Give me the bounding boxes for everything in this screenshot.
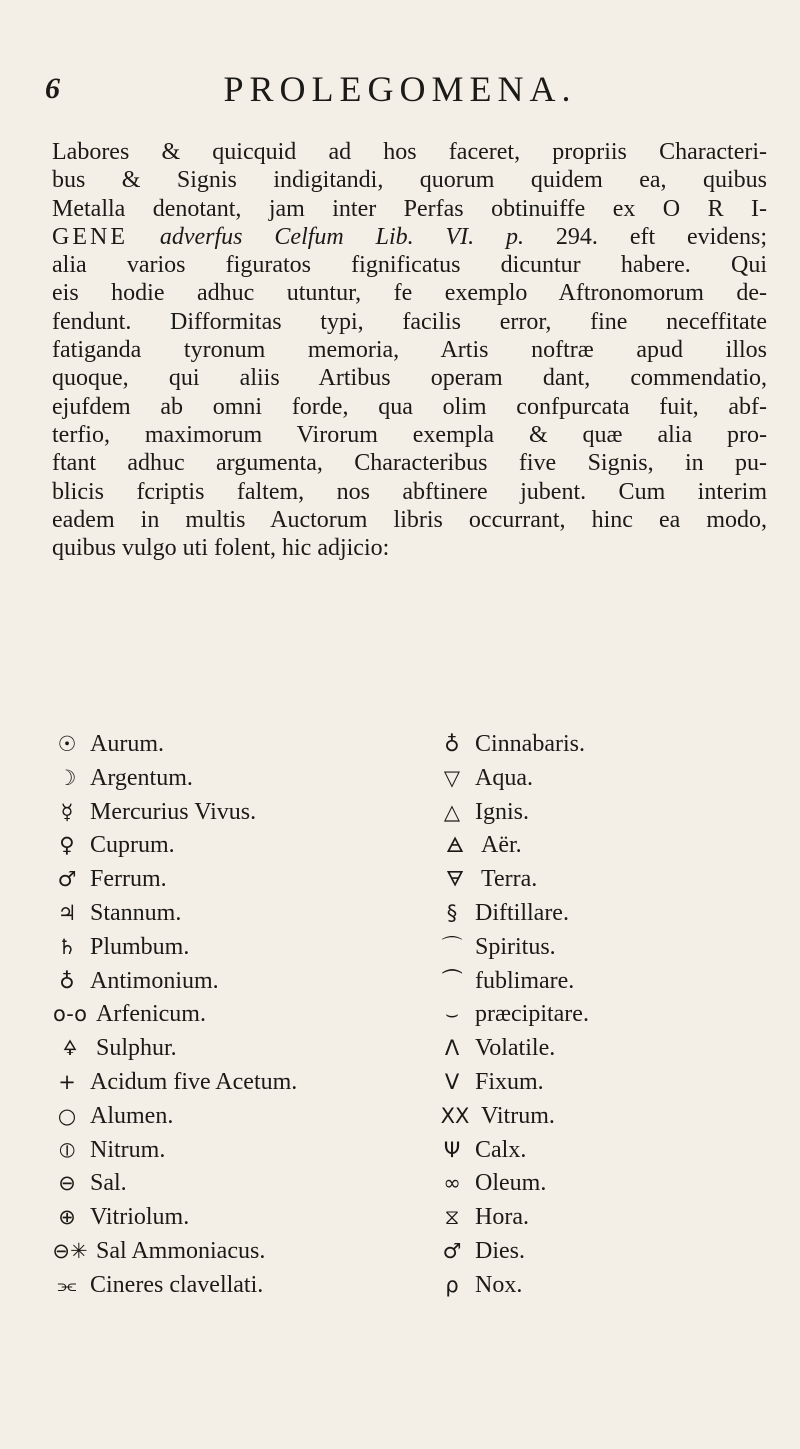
symbol-label: Sulphur.	[96, 1035, 177, 1062]
symbol-entry	[437, 897, 777, 931]
citation-rest: 294. eft evidens;	[524, 223, 767, 250]
text-line: terfio, maximorum Virorum exempla & quæ alia pro-	[52, 421, 767, 448]
acid-cross-icon: +	[58, 1069, 76, 1094]
symbol-label: Acidum five Acetum.	[90, 1068, 298, 1095]
mercury-icon: ☿	[60, 799, 74, 824]
running-head: PROLEGOMENA.	[223, 69, 577, 109]
moon-crescent-icon: ☽	[57, 765, 77, 790]
symbol-column-right	[437, 728, 777, 1303]
symbol-label: Dies.	[475, 1237, 525, 1264]
sun-circle-dot-icon: ☉	[57, 732, 77, 756]
symbol-entry	[52, 728, 452, 762]
lime-icon: Ψ	[443, 1137, 461, 1162]
salt-icon: ⊖	[58, 1171, 76, 1196]
antimony-icon: ♁	[59, 968, 75, 993]
symbol-entry	[437, 1066, 777, 1100]
earth-triangle-icon: 🜃	[445, 867, 465, 892]
text-line: eadem in multis Auctorum libris occurrant, hinc ea modo,	[52, 506, 767, 533]
symbol-label: Terra.	[481, 866, 538, 893]
symbol-entry	[52, 762, 452, 796]
symbol-entry	[52, 863, 452, 897]
symbol-label: Nitrum.	[90, 1136, 166, 1163]
fixed-icon: V	[444, 1069, 460, 1094]
symbol-entry	[437, 1235, 777, 1269]
symbol-column-left	[52, 728, 452, 1303]
text-line: ftant adhuc argumenta, Characteribus five Signis, in pu-	[52, 450, 767, 477]
text-line: Labores & quicquid ad hos faceret, propriis Characteri-	[52, 139, 767, 165]
symbol-label: Diftillare.	[475, 899, 569, 926]
text-line: quoque, qui aliis Artibus operam dant, commendatio,	[52, 365, 767, 392]
text-line: fendunt. Difformitas typi, facilis error, fine neceffitate	[52, 308, 767, 335]
oil-icon: ∞	[443, 1171, 461, 1196]
symbol-entry	[52, 1134, 452, 1168]
symbol-entry	[437, 829, 777, 863]
symbol-entry	[52, 998, 452, 1032]
symbol-entry	[52, 1032, 452, 1066]
symbol-label: Mercurius Vivus.	[90, 798, 257, 825]
symbol-entry	[437, 1134, 777, 1168]
ashes-icon: ⫘	[57, 1272, 77, 1297]
glass-icon: XX	[440, 1103, 470, 1128]
symbol-entry	[437, 998, 777, 1032]
author-name: GENE	[52, 223, 128, 250]
distill-icon: §	[446, 900, 458, 925]
symbol-label: Calx.	[475, 1136, 527, 1163]
nitre-icon: ⦶	[59, 1137, 75, 1162]
text-line: blicis fcriptis faltem, nos abftinere jubent. Cum interim	[52, 478, 767, 505]
symbol-label: Volatile.	[475, 1035, 556, 1062]
text-line: alia varios figuratos fignificatus dicuntur habere. Qui	[52, 252, 767, 279]
symbol-entry	[52, 1201, 452, 1235]
vitriol-icon: ⊕	[58, 1205, 76, 1230]
symbol-label: Argentum.	[90, 764, 193, 791]
symbol-entry	[437, 1167, 777, 1201]
symbol-label: Sal Ammoniacus.	[96, 1237, 266, 1264]
fire-triangle-icon: △	[443, 799, 461, 824]
symbol-label: Aqua.	[475, 764, 533, 791]
symbol-entry	[437, 965, 777, 999]
symbol-entry	[52, 1167, 452, 1201]
symbol-entry	[52, 1100, 452, 1134]
text-line	[52, 223, 767, 251]
page-header	[0, 62, 800, 122]
text-line: fatiganda tyronum memoria, Artis noftræ apud illos	[52, 337, 767, 364]
text-line: bus & Signis indigitandi, quorum quidem ea, quibus	[52, 167, 767, 194]
day-icon: ♂	[442, 1238, 462, 1263]
symbol-label: Alumen.	[90, 1102, 174, 1129]
cinnabar-icon: ♁	[444, 732, 460, 756]
symbol-label: Cuprum.	[90, 832, 175, 859]
symbol-entry	[52, 796, 452, 830]
text-line: Metalla denotant, jam inter Perfas obtinuiffe ex O R I-	[52, 195, 767, 222]
symbol-label: Fixum.	[475, 1068, 544, 1095]
spirit-icon: ⌒	[441, 934, 463, 959]
symbol-entry	[437, 796, 777, 830]
symbol-label: Aër.	[481, 832, 522, 859]
symbol-entry	[437, 728, 777, 762]
symbol-entry	[52, 1066, 452, 1100]
symbol-label: Nox.	[475, 1271, 523, 1298]
symbol-label: Ferrum.	[90, 866, 167, 893]
night-icon: ρ	[445, 1272, 459, 1297]
symbol-entry	[52, 1269, 452, 1303]
symbol-entry	[52, 1235, 452, 1269]
symbol-label: Vitriolum.	[90, 1204, 190, 1231]
symbol-entry	[437, 762, 777, 796]
symbol-label: Arfenicum.	[96, 1001, 206, 1028]
text-line: ejufdem ab omni forde, qua olim confpurcata fuit, abf-	[52, 393, 767, 420]
symbol-label: Ignis.	[475, 798, 529, 825]
symbol-label: Stannum.	[90, 899, 182, 926]
symbol-label: Oleum.	[475, 1170, 547, 1197]
mars-icon: ♂	[57, 867, 77, 892]
symbol-entry	[437, 931, 777, 965]
venus-icon: ♀	[59, 833, 75, 858]
symbol-entry	[437, 863, 777, 897]
text-line: eis hodie adhuc utuntur, fe exemplo Aftronomorum de-	[52, 280, 767, 307]
sal-ammoniac-icon: ⊖✳	[52, 1238, 88, 1263]
alum-circle-icon: ○	[57, 1103, 77, 1128]
air-triangle-icon: 🜁	[445, 833, 465, 858]
arsenic-icon: o-o	[52, 1002, 88, 1027]
symbol-entry	[437, 1269, 777, 1303]
body-paragraph	[52, 138, 767, 562]
symbol-entry	[52, 931, 452, 965]
symbol-entry	[437, 1032, 777, 1066]
hour-icon: ⧖	[444, 1205, 460, 1230]
symbol-entry	[52, 965, 452, 999]
symbol-entry	[52, 829, 452, 863]
symbol-label: Antimonium.	[90, 967, 219, 994]
symbol-label: Spiritus.	[475, 933, 556, 960]
symbol-label: præcipitare.	[475, 1001, 589, 1028]
jupiter-icon: ♃	[57, 900, 77, 925]
symbol-label: Vitrum.	[481, 1102, 555, 1129]
symbol-label: Aurum.	[90, 731, 164, 757]
sulphur-icon: 🜍	[62, 1036, 78, 1061]
symbol-label: Sal.	[90, 1170, 127, 1197]
page-number: 6	[45, 72, 60, 105]
citation-italic: adverfus Celfum Lib. VI. p.	[127, 223, 525, 250]
text-line: quibus vulgo uti folent, hic adjicio:	[52, 535, 390, 562]
volatile-icon: Λ	[444, 1036, 460, 1061]
water-triangle-icon: ▽	[443, 765, 461, 790]
sublimate-icon: ⏜	[441, 968, 463, 993]
symbol-label: fublimare.	[475, 967, 575, 994]
symbol-entry	[437, 1100, 777, 1134]
saturn-icon: ♄	[57, 934, 77, 959]
symbol-label: Cineres clavellati.	[90, 1271, 264, 1298]
symbol-label: Cinnabaris.	[475, 731, 585, 757]
symbol-label: Hora.	[475, 1204, 529, 1231]
symbol-entry	[437, 1201, 777, 1235]
precipitate-icon: ⌣	[445, 1002, 459, 1027]
symbol-entry	[52, 897, 452, 931]
symbol-label: Plumbum.	[90, 933, 190, 960]
